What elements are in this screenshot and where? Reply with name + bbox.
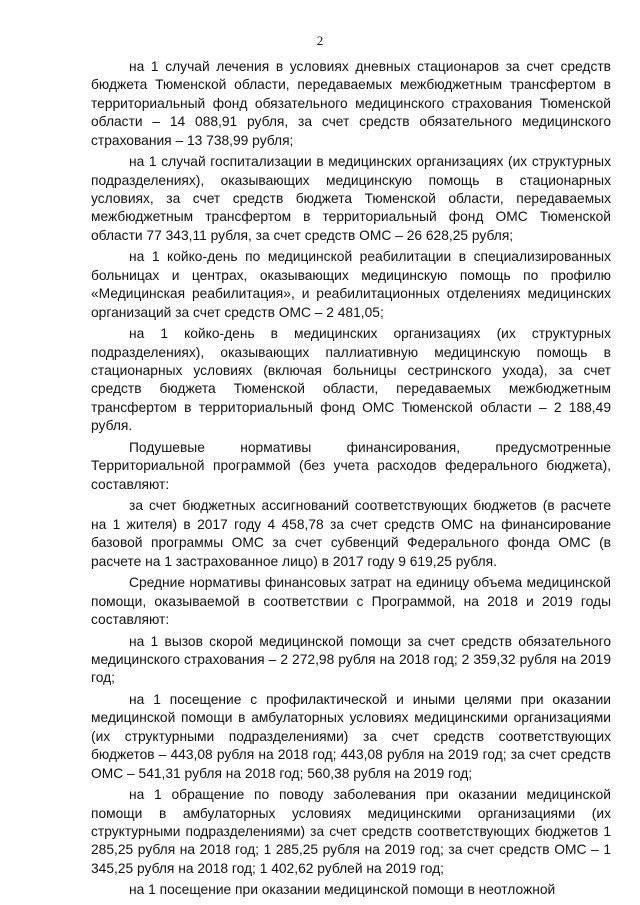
paragraph: на 1 койко-день по медицинской реабилитации в специализированных больницах и центрах, оказывающих медицинскую помощь по профилю «Медицинская реабилитация», и реабилитационных отделениях медицинских организаций за счет средств ОМС – 2 481,05; <box>91 249 611 320</box>
paragraph: Подушевые нормативы финансирования, предусмотренные Территориальной программой (без учета расходов федерального бюджета), составляют: <box>91 439 611 492</box>
paragraph: на 1 посещение при оказании медицинской помощи в неотложной <box>129 882 556 898</box>
paragraph: на 1 случай лечения в условиях дневных стационаров за счет средств бюджета Тюменской области, передаваемых межбюджетным трансфертом в территориальный фонд обязательного медицинского страхования Тюменской области – 14 088,91 рубля, за счет средств обязательного медицинского страхования – 13 738,99 рубля; <box>91 59 611 148</box>
paragraph: на 1 вызов скорой медицинской помощи за счет средств обязательного медицинского страхования – 2 272,98 рубля на 2018 год; 2 359,32 рубля на 2019 год; <box>91 633 611 686</box>
paragraph: на 1 обращение по поводу заболевания при оказании медицинской помощи в амбулаторных условиях медицинскими организациями (их структурными подразделениями) за счет средств соответствующих бюджетов 1 285,25 рубля на 2018 год; 1 285,25 рубля на 2019 год; за счет средств ОМС – 1 345,25 рубля на 2018 год; 1 402,62 рублей на 2019 год; <box>91 787 611 876</box>
paragraph: Средние нормативы финансовых затрат на единицу объема медицинской помощи, оказываемой в соответствии с Программой, на 2018 и 2019 годы составляют: <box>91 575 611 627</box>
paragraph: за счет бюджетных ассигнований соответствующих бюджетов (в расчете на 1 жителя) в 2017 году 4 458,78 за счет средств ОМС на финансирование базовой программы ОМС за счет субвенций Федерального фонда ОМС (в расчете на 1 застрахованное лицо) в 2017 году 9 619,25 рубля. <box>91 498 611 569</box>
paragraph: на 1 посещение с профилактической и иными целями при оказании медицинской помощи в амбулаторных условиях медицинскими организациями (их структурными подразделениями) за счет средств соответствующих бюджетов – 443,08 рубля на 2018 год; 443,08 рубля на 2019 год; за счет средств ОМС – 541,31 рубля на 2018 год; 560,38 рубля на 2019 год; <box>91 691 611 781</box>
paragraph: на 1 случай госпитализации в медицинских организациях (их структурных подразделениях), оказывающих медицинскую помощь в стационарных условиях, за счет средств бюджета Тюменской области, передаваемых межбюджетным трансфертом в территориальный фонд ОМС Тюменской области 77 343,11 рубля, за счет средств ОМС – 26 628,25 рубля; <box>91 154 611 243</box>
paragraph: на 1 койко-день в медицинских организациях (их структурных подразделениях), оказывающих паллиативную медицинскую помощь в стационарных условиях (включая больницы сестринского ухода), за счет средств бюджета Тюменской области, передаваемых межбюджетным трансфертом в территориальный фонд ОМС Тюменской области – 2 188,49 рубля. <box>91 326 611 434</box>
document-body <box>91 58 611 903</box>
page-number: 2 <box>316 33 324 48</box>
